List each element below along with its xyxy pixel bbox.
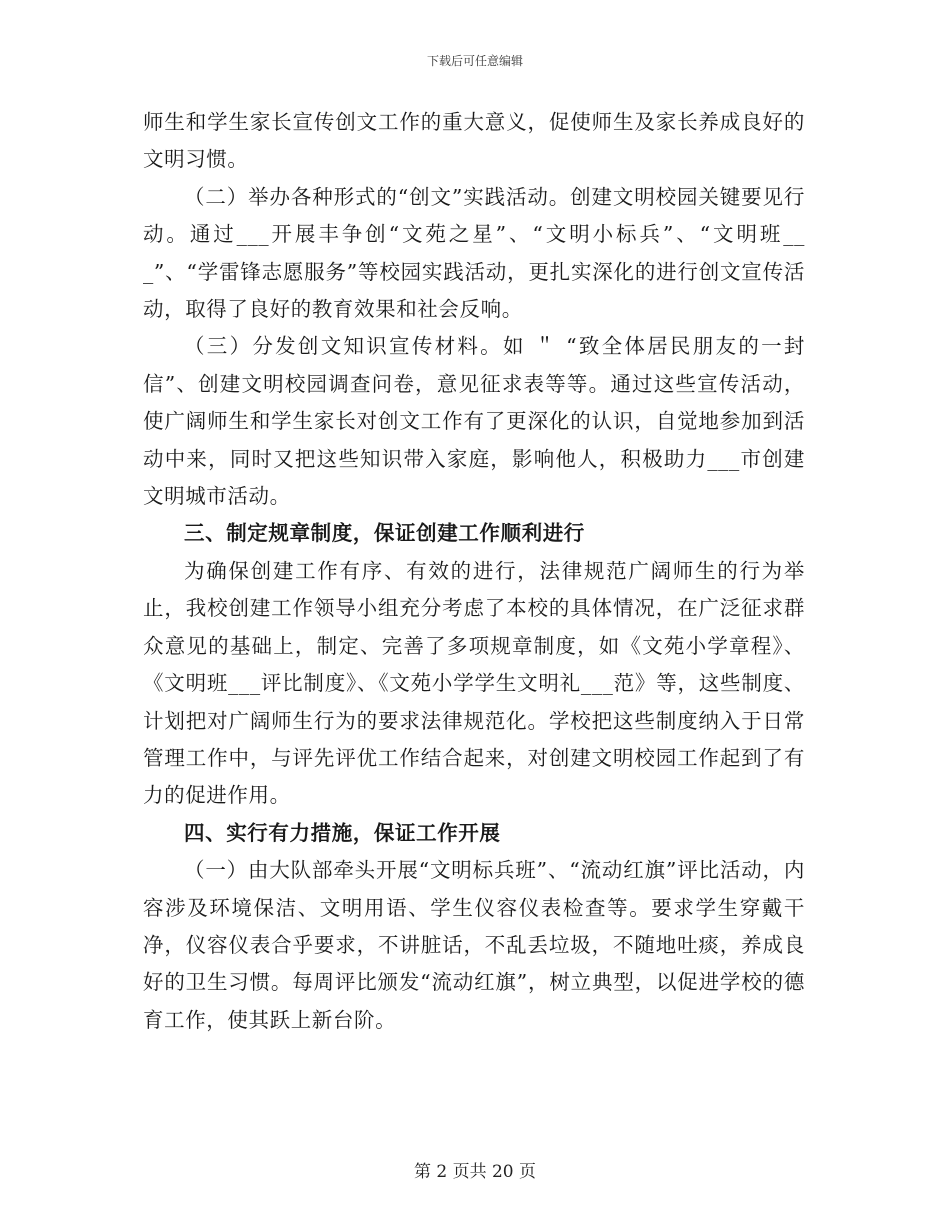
document-body bbox=[143, 104, 805, 1039]
paragraph-measures: （一）由大队部牵头开展“文明标兵班”、“流动红旗”评比活动，内容涉及环境保洁、文明用语、学生仪容仪表检查等。要求学生穿戴干净，仪容仪表合乎要求，不讲脏话，不乱丢垃圾，不随地吐痰，养成良好的卫生习惯。每周评比颁发“流动红旗”，树立典型，以促进学校的德育工作，使其跃上新台阶。 bbox=[143, 858, 805, 1032]
paragraph-activities: （二）举办各种形式的“创文”实践活动。创建文明校园关键要见行动。通过___开展丰争创“文苑之星”、“文明小标兵”、“文明班___”、“学雷锋志愿服务”等校园实践活动，更扎实深化的进行创文宣传活动，取得了良好的教育效果和社会反响。 bbox=[143, 184, 805, 322]
paragraph-materials: （三）分发创文知识宣传材料。如 ＂ “致全体居民朋友的一封信”、创建文明校园调查问卷，意见征求表等等。通过这些宣传活动，使广阔师生和学生家长对创文工作有了更深化的认识，自觉地参加到活动中来，同时又把这些知识带入家庭，影响他人，积极助力___市创建文明城市活动。 bbox=[143, 334, 805, 509]
section-heading-measures: 四、实行有力措施，保证工作开展 bbox=[184, 820, 501, 845]
paragraph-continued: 师生和学生家长宣传创文工作的重大意义，促使师生及家长养成良好的文明习惯。 bbox=[143, 110, 805, 172]
section-heading-rules: 三、制定规章制度，保证创建工作顺利进行 bbox=[184, 521, 585, 546]
page-header: 下载后可任意编辑 bbox=[426, 54, 523, 68]
page-footer: 第 2 页共 20 页 bbox=[413, 1162, 537, 1182]
paragraph-rules: 为确保创建工作有序、有效的进行，法律规范广阔师生的行为举止，我校创建工作领导小组充分考虑了本校的具体情况，在广泛征求群众意见的基础上，制定、完善了多项规章制度，如《文苑小学章程》、《文明班___评比制度》、《文苑小学学生文明礼___范》等，这些制度、计划把对广阔师生行为的要求法律规范化。学校把这些制度纳入于日常管理工作中，与评先评优工作结合起来，对创建文明校园工作起到了有力的促进作用。 bbox=[143, 558, 805, 808]
